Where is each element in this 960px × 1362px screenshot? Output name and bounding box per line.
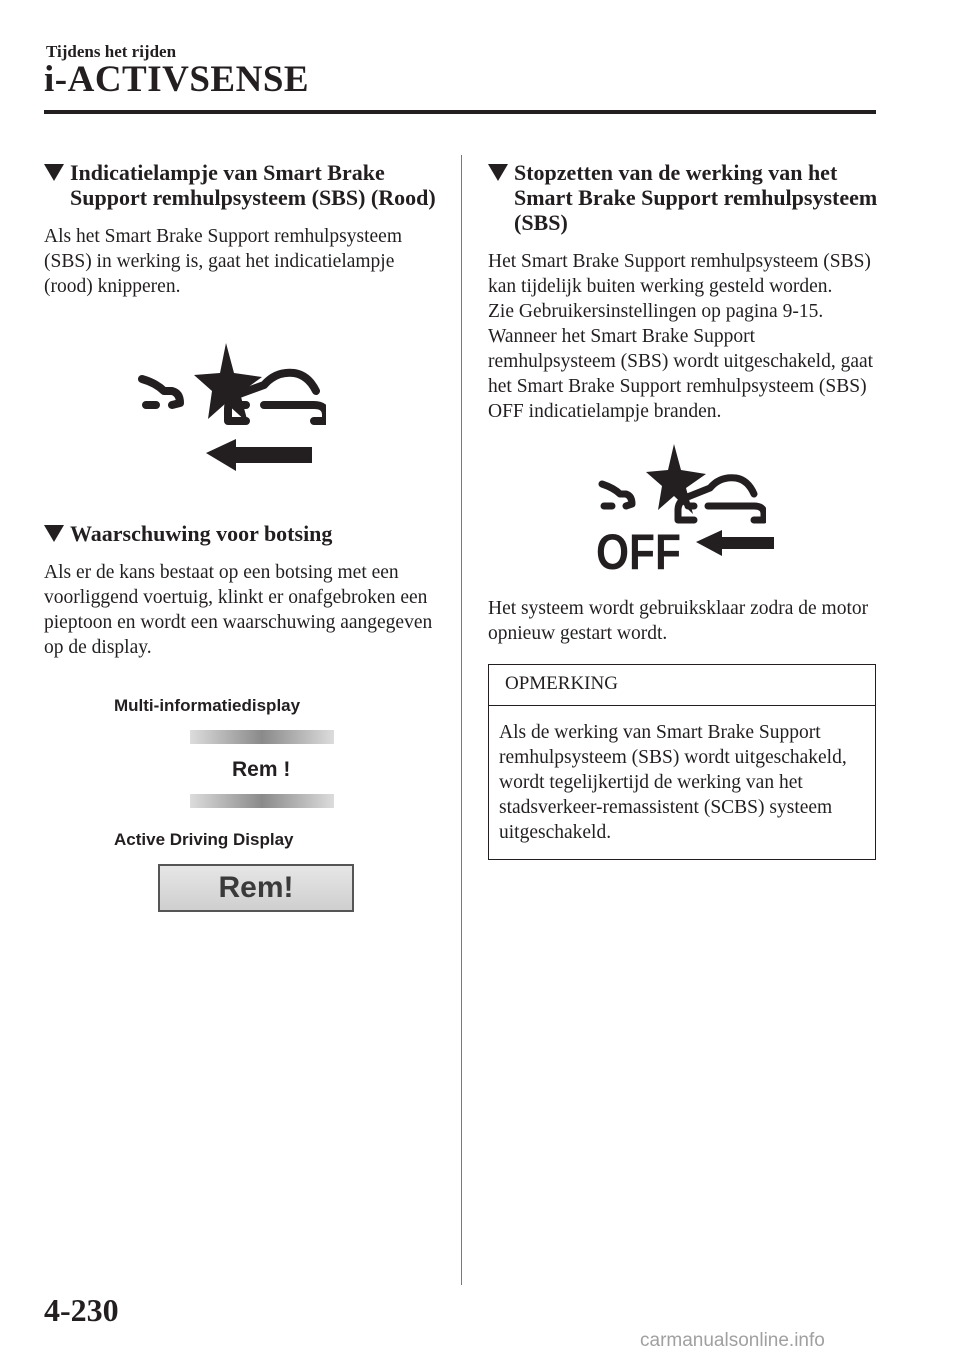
mid-message: Rem ! — [232, 758, 291, 781]
note-title: OPMERKING — [489, 665, 875, 706]
paragraph-sbs-off-4: Het systeem wordt gebruiksklaar zodra de motor opnieuw gestart wordt. — [488, 598, 869, 644]
add-message: Rem! — [158, 864, 354, 912]
column-divider — [461, 155, 462, 1285]
triangle-bullet-icon — [488, 164, 508, 181]
chapter-title: i-ACTIVSENSE — [44, 59, 310, 100]
display-illustrations — [114, 696, 354, 912]
arrow-icon — [696, 528, 776, 558]
triangle-bullet-icon — [44, 525, 64, 542]
heading-sbs-off — [488, 160, 878, 235]
paragraph-collision-warning: Als er de kans bestaat op een botsing met een voorliggend voertuig, klinkt er onafgebroken een pieptoon en wordt een waarschuwing aangegeven op de display. — [44, 562, 433, 658]
paragraph-sbs-off-3: Wanneer het Smart Brake Support remhulpsysteem (SBS) wordt uitgeschakeld, gaat het Smart Brake Support remhulpsysteem (SBS) OFF indicatielampje branden. — [488, 326, 874, 422]
note-box — [488, 664, 876, 860]
left-column — [44, 160, 439, 912]
sbs-off-icon — [596, 444, 766, 584]
mid-bar-top — [190, 730, 334, 744]
heading-sbs-indicator — [44, 160, 439, 210]
header-rule — [44, 110, 876, 114]
watermark: carmanualsonline.info — [640, 1330, 825, 1351]
heading-collision-warning — [44, 521, 439, 546]
mid-bar-bottom — [190, 794, 334, 808]
section-label: Tijdens het rijden — [46, 42, 177, 61]
note-text: Als de werking van Smart Brake Support remhulpsysteem (SBS) wordt uitgeschakeld, wordt tegelijkertijd de werking van het stadsverkeer-remassistent (SCBS) systeem uitgeschakeld. — [499, 722, 847, 843]
heading-text: Waarschuwing voor botsing — [70, 521, 333, 546]
paragraph-sbs-off-2: Zie Gebruikersinstellingen op pagina 9-15. — [488, 301, 824, 322]
mid-label: Multi-informatiedisplay — [114, 696, 301, 715]
right-column — [488, 160, 878, 860]
add-label: Active Driving Display — [114, 830, 294, 849]
paragraph-sbs-off-1: Het Smart Brake Support remhulpsysteem (SBS) kan tijdelijk buiten werking gesteld worden. — [488, 251, 871, 297]
triangle-bullet-icon — [44, 164, 64, 181]
heading-text: Indicatielampje van Smart Brake Support remhulpsysteem (SBS) (Rood) — [70, 160, 436, 210]
paragraph-sbs-indicator: Als het Smart Brake Support remhulpsysteem (SBS) in werking is, gaat het indicatielampje (rood) knipperen. — [44, 226, 402, 297]
sbs-warning-icon — [136, 343, 326, 483]
heading-text: Stopzetten van de werking van het Smart Brake Support remhulpsysteem (SBS) — [514, 160, 878, 235]
page-number: 4-230 — [44, 1292, 119, 1328]
off-text: OFF — [596, 524, 681, 580]
